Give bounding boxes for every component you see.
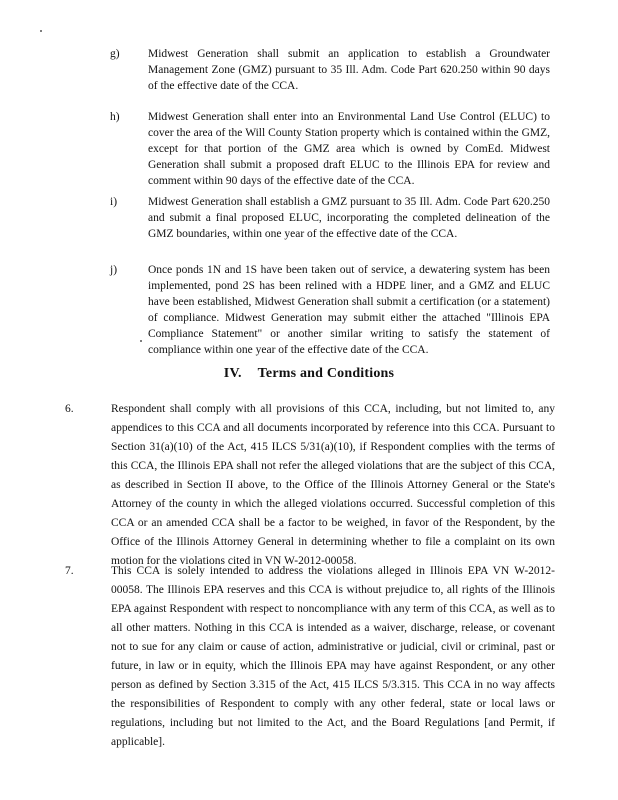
section-number: IV. <box>223 366 242 381</box>
paragraph-6 <box>65 400 555 571</box>
list-item-label: j) <box>110 264 118 276</box>
paragraph-text: Respondent shall comply with all provisions of this CCA, including, but not limited to, any appendices to this CCA and all documents incorporated by reference into this CCA. Pursuant to Section 31(a)(10) of the Act, 415 ILCS 5/31(a)(10), if Respondent complies with the terms of this CCA, the Illinois EPA shall not refer the alleged violations that are the subject of this CCA, as described in Section II above, to the Office of the Illinois Attorney General or the State's Attorney of the county in which the alleged violations occurred. Successful completion of this CCA or an amended CCA shall be a factor to be weighed, in favor of the Respondent, by the Office of the Illinois Attorney General in determining whether to file a complaint on its own motion for the violations cited in VN W-2012-00058. <box>111 403 555 567</box>
list-item-label: g) <box>110 48 120 60</box>
list-item-g <box>110 46 550 94</box>
paragraph-text: This CCA is solely intended to address the violations alleged in Illinois EPA VN W-2012-00058. The Illinois EPA reserves and this CCA is without prejudice to, all rights of the Illinois EPA against Respondent with respect to noncompliance with any term of this CCA, as well as to all other matters. Nothing in this CCA is intended as a waiver, discharge, release, or covenant not to sue for any claim or cause of action, administrative or judicial, civil or criminal, past or future, in law or in equity, which the Illinois EPA may have against Respondent, or any other person as defined by Section 3.315 of the Act, 415 ILCS 5/3.315. This CCA in no way affects the responsibilities of Respondent to comply with any other federal, state or local laws or regulations, including but not limited to the Act, and the Board Regulations [and Permit, if applicable]. <box>111 565 555 748</box>
list-item-text: Midwest Generation shall submit an application to establish a Groundwater Management Zone (GMZ) pursuant to 35 Ill. Adm. Code Part 620.250 within 90 days of the effective date of the CCA. <box>148 48 550 92</box>
scan-speck <box>40 30 42 32</box>
section-title: Terms and Conditions <box>257 366 395 381</box>
list-item-text: Once ponds 1N and 1S have been taken out of service, a dewatering system has been implemented, pond 2S has been relined with a HDPE liner, and a GMZ and ELUC have been established, Midwest Generation shall submit a certification (or a statement) of compliance. Midwest Generation may submit either the attached "Illinois EPA Compliance Statement" or another similar writing to satisfy the statement of compliance within one year of the effective date of the CCA. <box>148 264 550 356</box>
list-item-text: Midwest Generation shall enter into an Environmental Land Use Control (ELUC) to cover the area of the Will County Station property which is contained within the GMZ, except for that portion of the GMZ area which is owned by ComEd. Midwest Generation shall submit a proposed draft ELUC to the Illinois EPA for review and comment within 90 days of the effective date of the CCA. <box>148 111 550 187</box>
paragraph-number: 7. <box>65 565 74 577</box>
list-item-label: i) <box>110 196 118 208</box>
paragraph-7 <box>65 562 555 752</box>
list-item-j <box>110 262 550 358</box>
list-item-i <box>110 194 550 242</box>
list-item-text: Midwest Generation shall establish a GMZ pursuant to 35 Ill. Adm. Code Part 620.250 and submit a final proposed ELUC, incorporating the completed delineation of the GMZ boundaries, within one year of the effective date of the CCA. <box>148 196 550 240</box>
list-item-h <box>110 109 550 189</box>
section-heading <box>0 366 618 382</box>
paragraph-number: 6. <box>65 403 74 415</box>
list-item-label: h) <box>110 111 120 123</box>
